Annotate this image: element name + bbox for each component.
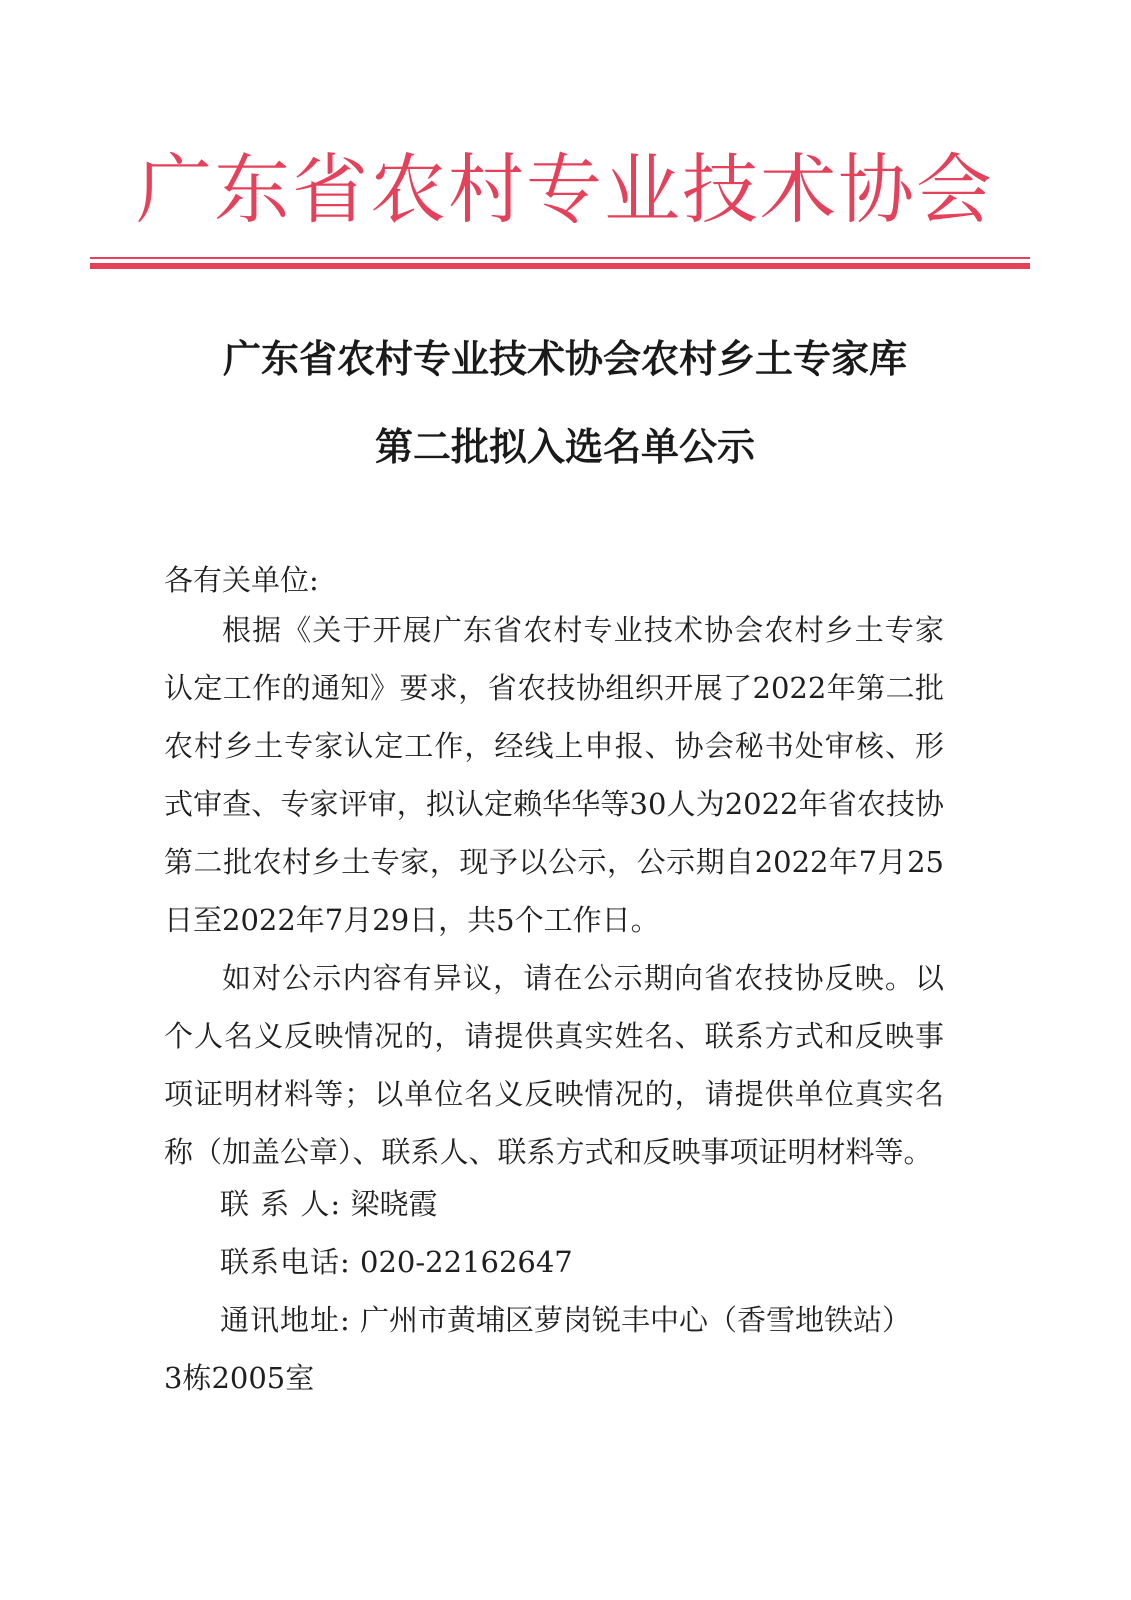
contact-phone-line [220, 1242, 573, 1282]
contact-phone-number: 020-22162647 [360, 1245, 573, 1279]
document-title-line1: 广东省农村专业技术协会农村乡土专家库 [222, 336, 907, 381]
contact-address-text: 广州市黄埔区萝岗锐丰中心（香雪地铁站） [360, 1303, 912, 1337]
body-paragraph-2: 如对公示内容有异议，请在公示期向省农技协反映。以个人名义反映情况的，请提供真实姓名、联系方式和反映事项证明材料等；以单位名义反映情况的，请提供单位真实名称（加盖公章）、联系人、联系方式和反映事项证明材料等。 [164, 961, 944, 1169]
contact-person-label: 联 系 人: [220, 1187, 342, 1221]
contact-person-line [220, 1184, 437, 1224]
contact-address-continuation: 3栋2005室 [164, 1361, 315, 1395]
contact-person-name: 梁晓霞 [350, 1187, 438, 1221]
salutation: 各有关单位: [164, 563, 319, 597]
contact-address-label: 通讯地址: [220, 1303, 351, 1337]
letterhead-rule-thin [90, 257, 1030, 259]
letterhead-title: 广东省农村专业技术协会 [136, 145, 994, 234]
body-paragraph-1: 根据《关于开展广东省农村专业技术协会农村乡土专家认定工作的通知》要求，省农技协组织开展了2022年第二批农村乡土专家认定工作，经线上申报、协会秘书处审核、形式审查、专家评审，拟认定赖华华等30人为2022年省农技协第二批农村乡土专家，现予以公示，公示期自2022年7月25日至2022年7月29日，共5个工作日。 [164, 613, 944, 937]
contact-address-line [220, 1300, 911, 1340]
document-title-line2: 第二批拟入选名单公示 [374, 424, 755, 469]
letterhead-rule-thick [90, 263, 1030, 269]
contact-phone-label: 联系电话: [220, 1245, 351, 1279]
